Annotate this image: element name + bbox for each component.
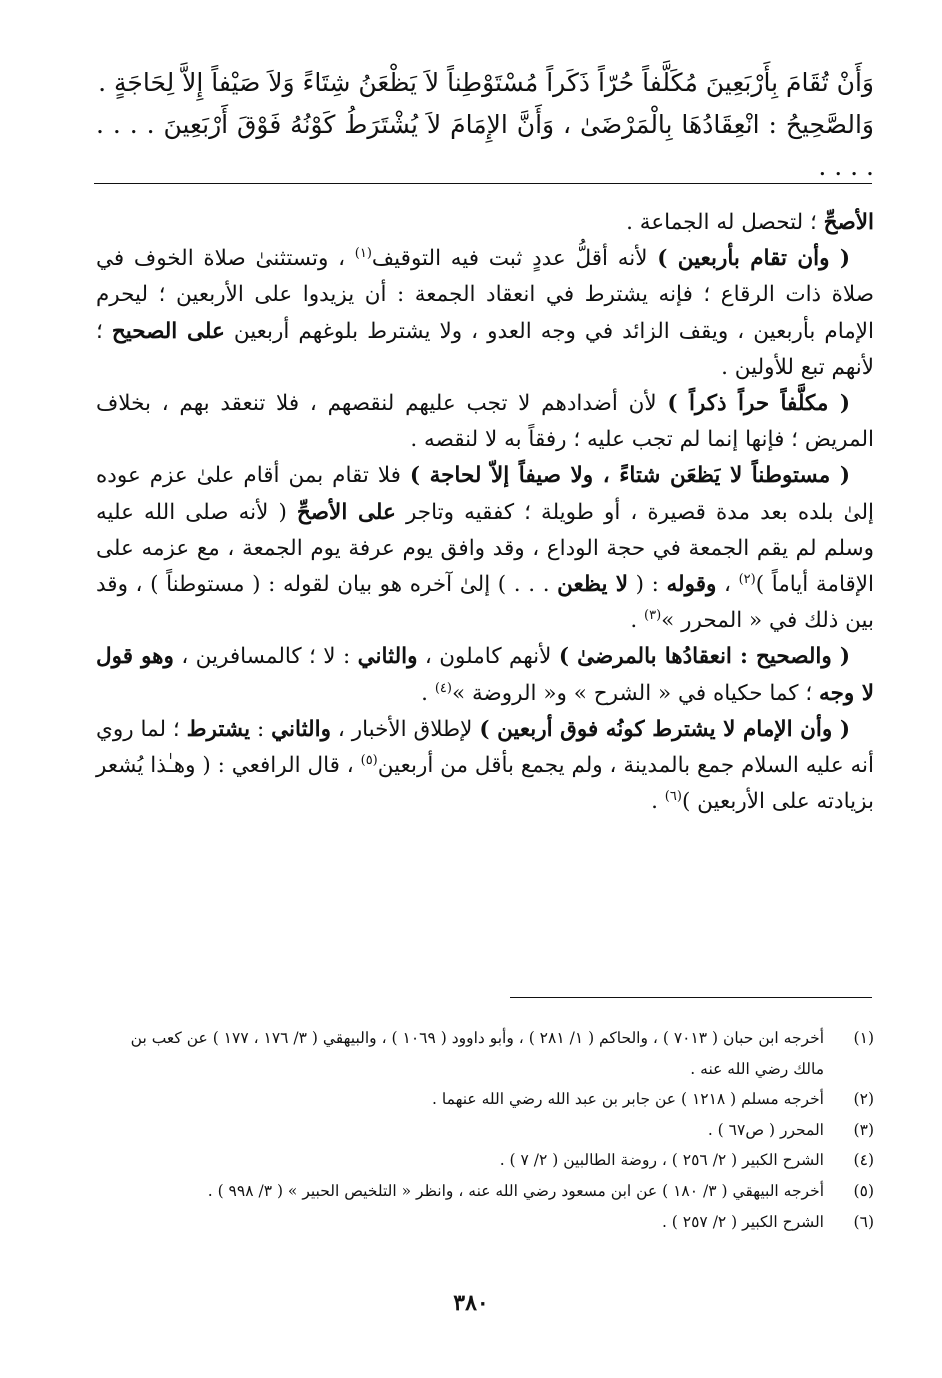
bold-term: يشترط: [186, 716, 251, 742]
footnote-text: أخرجه البيهقي ( ٣/ ١٨٠ ) عن ابن مسعود رضي الله عنه ، وانظر « التلخيص الحبير » ( ٣/ ٩٩٨ ) .: [207, 1181, 824, 1200]
matn-line-2: وَالصَّحِيحُ : انْعِقَادُهَا بِالْمَرْضَىٰ ، وَأَنَّ الإِمَامَ لاَ يُشْتَرَطُ كَوْنُهُ فَوْقَ أَرْبَعِينَ . . . . . . . .: [96, 110, 874, 181]
footnote-ref-1: (١): [354, 246, 372, 262]
footnote-2: [96, 1084, 874, 1115]
footnote-text: أخرجه مسلم ( ١٢١٨ ) عن جابر بن عبد الله رضي الله عنهما .: [432, 1090, 824, 1109]
footnote-number: (٥): [853, 1181, 874, 1200]
footnote-ref-6: (٦): [664, 789, 682, 805]
bold-term: على الأصحِّ: [296, 499, 396, 525]
footnote-text: المحرر ( ص٦٧ ) .: [707, 1120, 824, 1139]
bold-term: على الصحيح: [111, 318, 225, 344]
matn-text: [96, 62, 874, 188]
footnote-5: [96, 1176, 874, 1207]
footnote-number: (٤): [853, 1151, 874, 1170]
matn-divider: [94, 183, 872, 184]
bold-term: والثاني: [271, 716, 331, 742]
matn-line-1: وَأَنْ تُقَامَ بِأَرْبَعِينَ مُكَلَّفاً حُرّاً ذَكَراً مُسْتَوْطِناً لاَ يَظْعَنُ شِتَاءً وَلاَ صَيْفاً إِلاَّ لِحَاجَةٍ .: [98, 68, 874, 97]
quoted-matn: ( وأن تقام بأربعين ): [657, 246, 851, 272]
commentary-paragraph-6: ( وأن الإمام لا يشترط كونُه فوق أربعين ) لإطلاق الأخبار ، والثاني : يشترط ؛ لما روي أنه عليه السلام جمع بالمدينة ، ولم يجمع بأقل من أربعين$^{(٥)}$ ، قال الرافعي : ( وهـٰذا يُشعر بزيادته على الأربعين )$^{(٦)}$ .: [96, 716, 874, 815]
quoted-matn: ( وأن الإمام لا يشترط كونُه فوق أربعين ): [479, 716, 850, 742]
footnote-ref-3: (٣): [644, 608, 662, 624]
footnote-6: [96, 1207, 874, 1238]
commentary-paragraph-2: ( وأن تقام بأربعين ) لأنه أقلُّ عددٍ ثبت فيه التوقيف$^{(١)}$ ، وتستثنىٰ صلاة الخوف في صلاة ذات الرقاع ؛ فإنه يشترط في انعقاد الجمعة : أن يزيدوا على الأربعين ؛ ليحرم الإمام بأربعين ، ويقف الزائد في وجه العدو ، ولا يشترط بلوغهم أربعين على الصحيح ؛ لأنهم تبع للأولين .: [96, 246, 875, 380]
commentary-paragraph-5: ( والصحيح : انعقادُها بالمرضىٰ ) لأنهم كاملون ، والثاني : لا ؛ كالمسافرين ، وهو قول لا وجه ؛ كما حكياه في « الشرح » و« الروضة »$^{(٤)}$ .: [96, 644, 874, 706]
commentary-paragraph-1: الأصحِّ ؛ لتحصل له الجماعة .: [626, 210, 874, 235]
footnote-4: [96, 1145, 874, 1176]
bold-term: لا يظعن: [557, 572, 629, 598]
bold-term: وهو قول لا وجه: [96, 644, 874, 706]
commentary-text: [96, 205, 874, 820]
footnote-number: (٦): [853, 1212, 874, 1231]
footnote-text: أخرجه ابن حبان ( ٧٠١٣ ) ، والحاكم ( ١/ ٢٨١ ) ، وأبو داوود ( ١٠٦٩ ) ، والبيهقي ( ٣/ ١٧٦ ، ١٧٧ ) عن كعب بن مالك رضي الله عنه .: [130, 1029, 824, 1078]
footnotes: [96, 1023, 874, 1237]
bold-term: والثاني: [357, 644, 418, 670]
footnote-3: [96, 1115, 874, 1146]
quoted-matn: ( والصحيح : انعقادُها بالمرضىٰ ): [558, 644, 850, 670]
footnote-text: الشرح الكبير ( ٢/ ٢٥٦ ) ، روضة الطالبين ( ٢/ ٧ ) .: [499, 1151, 824, 1170]
bold-term: الأصحِّ: [823, 210, 874, 235]
quoted-matn: ( مستوطناً لا يَظعَن شتاءً ، ولا صيفاً إلاّ لحاجة ): [409, 463, 850, 489]
footnote-number: (٢): [853, 1090, 874, 1109]
commentary-paragraph-4: ( مستوطناً لا يَظعَن شتاءً ، ولا صيفاً إلاّ لحاجة ) فلا تقام بمن أقام علىٰ عزم عوده إلىٰ بلده بعد مدة قصيرة ، أو طويلة ؛ كفقيه وتاجر على الأصحِّ ( لأنه صلى الله عليه وسلم لم يقم الجمعة في حجة الوداع ، وقد وافق يوم عرفة يوم الجمعة ، مع عزمه على الإقامة أياماً )$^{(٢)}$ ، وقوله : ( لا يظعن . . . ) إلىٰ آخره هو بيان لقوله : ( مستوطناً ) ، وقد بين ذلك في « المحرر »$^{(٣)}$ .: [96, 463, 875, 634]
footnote-ref-5: (٥): [360, 752, 378, 768]
footnote-number: (٣): [853, 1120, 874, 1139]
footnote-number: (١): [853, 1029, 874, 1047]
page-number: ٣٨٠: [453, 1290, 489, 1316]
footnote-text: الشرح الكبير ( ٢/ ٢٥٧ ) .: [661, 1212, 824, 1231]
footnote-1: [96, 1023, 874, 1084]
bold-term: وقوله: [666, 572, 717, 598]
footnote-divider: [510, 997, 872, 998]
footnote-ref-4: (٤): [434, 680, 452, 696]
footnote-ref-2: (٢): [738, 571, 756, 587]
commentary-paragraph-3: ( مكلَّفاً حراً ذكراً ) لأن أضدادهم لا تجب عليهم لنقصهم ، فلا تنعقد بهم ، بخلاف المريض ؛ فإنها إنما لم تجب عليه ؛ رفقاً به لا لنقصه .: [96, 391, 874, 453]
quoted-matn: ( مكلَّفاً حراً ذكراً ): [667, 391, 850, 417]
